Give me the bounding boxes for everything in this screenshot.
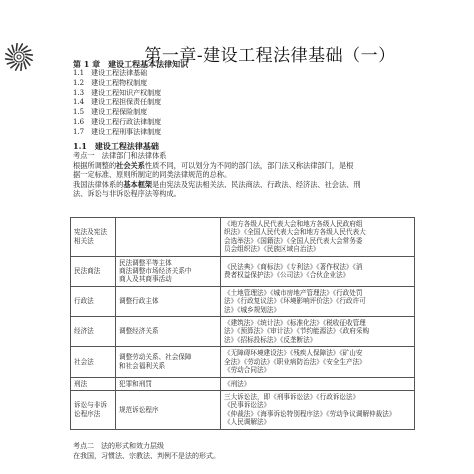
- scope-cell: [116, 390, 221, 429]
- toc-item: 1.2 建设工程物权制度: [73, 78, 148, 87]
- chapter-heading: 第 1 章 建设工程基本法律知识: [73, 59, 189, 69]
- law-department-cell: 民法商法: [71, 256, 116, 286]
- law-line: 会选举法》《国籍法》《全国人民代表大会常务委: [224, 236, 363, 245]
- page-title: 第一章-建设工程法律基础（一）: [144, 46, 396, 66]
- table-of-contents: [73, 69, 161, 138]
- paragraph-line: 我国法律体系的基本框架是由宪法及宪法相关法、民法商法、行政法、经济法、社会法、刑: [73, 179, 361, 189]
- law-line: 《土地管理法》《城市房地产管理法》《行政处罚: [224, 288, 363, 297]
- legal-system-table: [70, 217, 415, 430]
- law-department-cell: 宪法及宪法相关法: [71, 218, 116, 257]
- section-heading: 1.1 建设工程法律基础: [73, 141, 159, 151]
- law-line: 《人民调解法》: [224, 418, 271, 427]
- laws-cell: [221, 377, 415, 390]
- law-department-cell: 刑法: [71, 377, 116, 390]
- table-row: [71, 377, 415, 390]
- scope-cell: [116, 256, 221, 286]
- table-row: [71, 286, 415, 316]
- scope-line: 商人及其商事活动: [119, 275, 172, 284]
- scope-cell: [116, 347, 221, 377]
- laws-cell: [221, 317, 415, 347]
- law-line: 员会组织法》《民族区域自治法》: [224, 245, 320, 254]
- law-line: 全法》《劳动法》《职业病防治法》《安全生产法》: [224, 357, 366, 366]
- laws-cell: [221, 286, 415, 316]
- law-line: 费者权益保护法》《公司法》《合伙企业法》: [224, 271, 350, 280]
- law-line: 《刑法》: [224, 379, 251, 388]
- laws-cell: [221, 256, 415, 286]
- law-line: 三大诉讼法，即《刑事诉讼法》《行政诉讼法》: [224, 392, 360, 401]
- paragraph-line: 法、诉讼与非诉讼程序法等构成。: [73, 189, 181, 199]
- law-line: 织法》《全国人民代表大会和地方各级人民代表大: [224, 228, 366, 237]
- table-row: [71, 256, 415, 286]
- toc-item: 1.3 建设工程知识产权制度: [73, 88, 162, 97]
- law-department-cell: 诉讼与非诉讼程序法: [71, 390, 116, 429]
- laws-cell: [221, 218, 415, 257]
- law-line: 法》《招标投标法》《反垄断法》: [224, 335, 317, 344]
- scope-line: 规范诉讼程序: [119, 405, 159, 414]
- scope-line: 和社会福利关系: [119, 361, 166, 370]
- toc-item: 1.1 建设工程法律基础: [73, 69, 148, 77]
- law-department-cell: 社会法: [71, 347, 116, 377]
- bold-term: 基本框架: [123, 179, 153, 189]
- toc-item: 1.6 建设工程行政法律制度: [73, 117, 162, 126]
- scope-cell: [116, 377, 221, 390]
- scope-line: 犯罪和刑罚: [119, 379, 152, 388]
- law-line: 法》《行政复议法》《环境影响评价法》《行政许可: [224, 297, 366, 306]
- scope-line: 民法调整平等主体: [119, 258, 172, 267]
- law-line: 法》《城乡规划法》: [224, 305, 281, 314]
- table-row: [71, 347, 415, 377]
- bold-term: 社会关系: [116, 160, 145, 170]
- law-line: 法》《预算法》《审计法》《节约能源法》《政府采购: [224, 327, 370, 336]
- law-department-cell: 行政法: [71, 286, 116, 316]
- emblem-logo: [4, 42, 34, 72]
- scope-cell: [116, 218, 221, 257]
- law-line: 《民事诉讼法》: [224, 401, 271, 410]
- toc-item: 1.4 建设工程担保责任制度: [73, 98, 162, 107]
- point-heading: 考点一 法律部门和法律体系: [73, 151, 167, 160]
- law-line: 《民法典》《商标法》《专利法》《著作权法》《消: [224, 262, 363, 271]
- laws-cell: [221, 347, 415, 377]
- point-two: [73, 442, 220, 461]
- law-line: 《地方各级人民代表大会和地方各级人民政府组: [224, 220, 363, 228]
- scope-line: 调整经济关系: [119, 327, 159, 336]
- paragraph-line: 据一定标准、原则所制定的同类法律规范的总称。: [73, 170, 232, 180]
- law-line: 《建筑法》《统计法》《标准化法》《税收征收管理: [224, 319, 366, 328]
- intro-paragraph: [73, 151, 433, 199]
- table-row: [71, 317, 415, 347]
- table-row: [71, 390, 415, 429]
- point-heading: 考点二 法的形式和效力层级: [73, 442, 164, 450]
- scope-line: 调整劳动关系、社会保障: [119, 353, 192, 362]
- law-line: 《无障碍环境建设法》《残疾人保障法》《矿山安: [224, 349, 363, 358]
- scope-cell: [116, 317, 221, 347]
- law-department-cell: 经济法: [71, 317, 116, 347]
- toc-item: 1.5 建设工程保险制度: [73, 108, 148, 117]
- toc-item: 1.7 建设工程刑事法律制度: [73, 127, 162, 136]
- law-line: 《仲裁法》《海事诉讼特别程序法》《劳动争议调解仲裁法》: [224, 409, 396, 418]
- paragraph-line: 在我国，习惯法、宗教法、判例不是法的形式。: [73, 451, 220, 460]
- scope-line: 商法调整市场经济关系中: [119, 267, 192, 276]
- scope-cell: [116, 286, 221, 316]
- law-line: 《劳动合同法》: [224, 366, 271, 375]
- laws-cell: [221, 390, 415, 429]
- paragraph-line: 根据所调整的社会关系性质不同，可以划分为不同的部门法，部门法又称法律部门，是根: [73, 160, 354, 170]
- scope-line: 调整行政主体: [119, 297, 159, 306]
- table-row: [71, 218, 415, 257]
